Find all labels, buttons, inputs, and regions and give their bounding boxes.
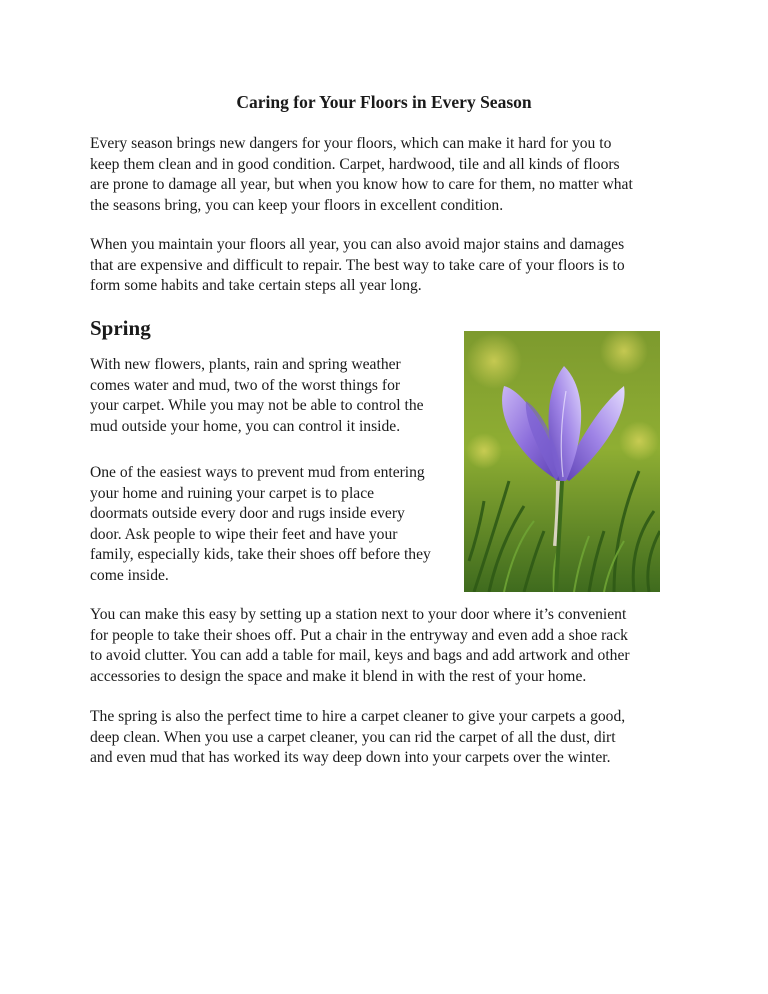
text-line: deep clean. When you use a carpet cleaner, you can rid the carpet of all the dust, dirt (90, 728, 616, 746)
text-line: family, especially kids, take their shoes off before they (90, 546, 431, 564)
text-line: to avoid clutter. You can add a table for mail, keys and bags and add artwork and other (90, 647, 630, 665)
text-line: the seasons bring, you can keep your floors in excellent condition. (90, 196, 504, 214)
intro-paragraph-1 (90, 134, 633, 216)
text-line: keep them clean and in good condition. Carpet, hardwood, tile and all kinds of floors (90, 155, 620, 173)
text-line: comes water and mud, two of the worst things for (90, 376, 401, 394)
text-line: When you maintain your floors all year, you can also avoid major stains and damages (90, 236, 625, 253)
text-line: door. Ask people to wipe their feet and have your (90, 525, 398, 543)
text-line: form some habits and take certain steps all year long. (90, 277, 422, 295)
text-line: doormats outside every door and rugs inside every (90, 505, 405, 523)
text-line: Every season brings new dangers for your floors, which can make it hard for you to (90, 135, 612, 152)
text-line: The spring is also the perfect time to hire a carpet cleaner to give your carpets a good, (90, 708, 626, 725)
text-line: You can make this easy by setting up a station next to your door where it’s convenient (90, 606, 627, 623)
crocus-photo (464, 331, 660, 592)
text-line: One of the easiest ways to prevent mud from entering (90, 464, 425, 481)
text-line: mud outside your home, you can control it inside. (90, 417, 401, 435)
text-line: that are expensive and difficult to repair. The best way to take care of your floors is to (90, 256, 625, 274)
document-title: Caring for Your Floors in Every Season (236, 92, 532, 112)
text-line: come inside. (90, 566, 169, 584)
spring-paragraph-3 (90, 605, 630, 687)
text-line: for people to take their shoes off. Put a chair in the entryway and even add a shoe rack (90, 626, 628, 644)
spring-paragraph-4 (90, 707, 625, 769)
text-line: With new flowers, plants, rain and spring weather (90, 356, 401, 373)
text-line: are prone to damage all year, but when you know how to care for them, no matter what (90, 176, 633, 194)
text-line: your home and ruining your carpet is to place (90, 484, 375, 502)
text-line: your carpet. While you may not be able to control the (90, 397, 424, 415)
section-heading-spring: Spring (90, 316, 151, 340)
crocus-illustration (464, 331, 660, 592)
spring-paragraph-2 (90, 463, 431, 587)
spring-paragraph-1 (90, 355, 424, 437)
text-line: and even mud that has worked its way deep down into your carpets over the winter. (90, 749, 611, 767)
text-line: accessories to design the space and make it blend in with the rest of your home. (90, 667, 587, 685)
intro-paragraph-2 (90, 235, 625, 297)
